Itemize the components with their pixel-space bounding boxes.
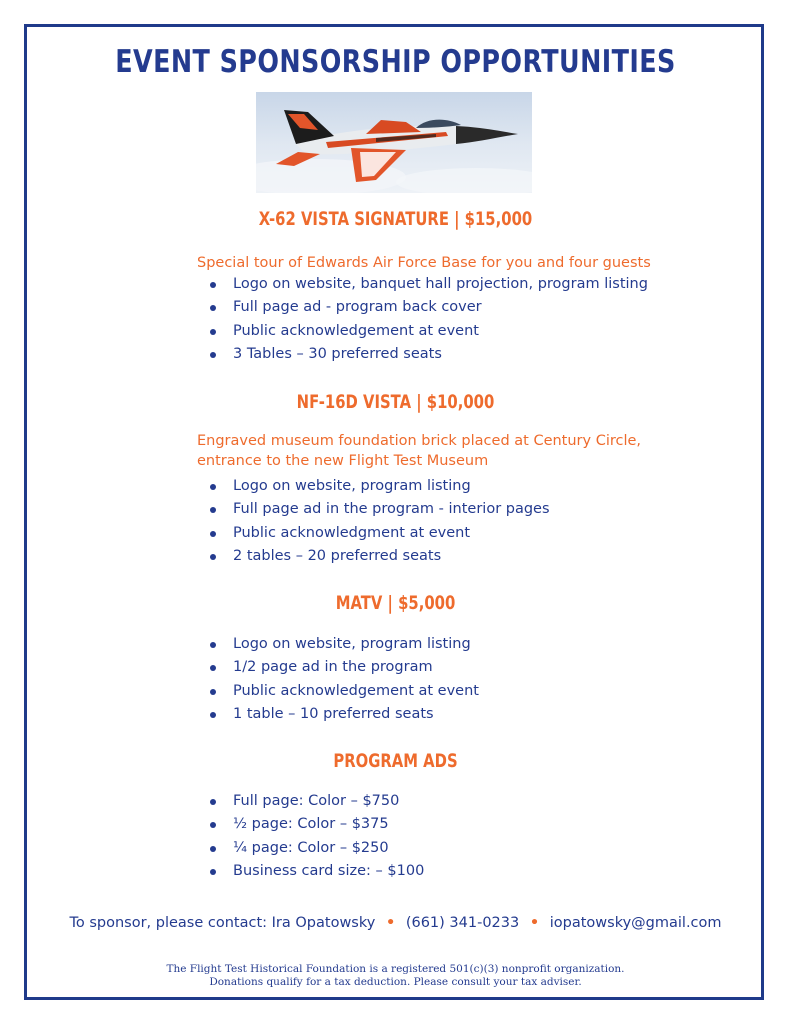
separator-dot: •	[385, 915, 396, 931]
bullet-icon	[210, 554, 216, 560]
contact-email-link[interactable]: iopatowsky@gmail.com	[549, 915, 722, 931]
bullet-icon	[210, 329, 216, 335]
bullet-icon	[210, 282, 216, 288]
bullet-icon	[210, 642, 216, 648]
list-item: Public acknowledgement at event	[205, 320, 648, 343]
jet-aircraft-photo	[256, 92, 532, 193]
list-item: Full page ad in the program - interior pages	[205, 498, 550, 521]
tier-heading-nf16d: NF-16D VISTA | $10,000	[296, 391, 495, 413]
tier-list-matv	[205, 633, 479, 726]
list-item: Logo on website, program listing	[205, 633, 479, 656]
list-item: 1 table – 10 preferred seats	[205, 703, 479, 726]
bullet-icon	[210, 822, 216, 828]
contact-text: To sponsor, please contact: Ira Opatowsky	[69, 915, 376, 931]
tier-heading-x62: X-62 VISTA SIGNATURE | $15,000	[258, 208, 533, 230]
bullet-icon	[210, 712, 216, 718]
tier-intro-x62: Special tour of Edwards Air Force Base for you and four guests	[197, 255, 651, 271]
bullet-icon	[210, 665, 216, 671]
program-ads-heading: PROGRAM ADS	[333, 750, 458, 772]
list-item: 3 Tables – 30 preferred seats	[205, 343, 648, 366]
tier-heading-matv: MATV | $5,000	[335, 592, 456, 614]
contact-line	[0, 915, 791, 931]
list-item: 2 tables – 20 preferred seats	[205, 545, 550, 568]
contact-phone[interactable]: (661) 341-0233	[405, 915, 520, 931]
program-ads-list	[205, 790, 424, 883]
list-item: Public acknowledgment at event	[205, 522, 550, 545]
separator-dot: •	[529, 915, 540, 931]
list-item: ½ page: Color – $375	[205, 813, 424, 836]
tier-intro-nf16d: Engraved museum foundation brick placed at Century Circle, entrance to the new Flight Test Museum	[197, 433, 642, 469]
list-item: Full page ad - program back cover	[205, 296, 648, 319]
list-item: 1/2 page ad in the program	[205, 656, 479, 679]
list-item: Business card size: – $100	[205, 860, 424, 883]
bullet-icon	[210, 507, 216, 513]
tier-list-nf16d	[205, 475, 550, 568]
page-title: EVENT SPONSORSHIP OPPORTUNITIES	[115, 44, 676, 80]
footnote-line-1: The Flight Test Historical Foundation is a registered 501(c)(3) nonprofit organization.	[166, 963, 625, 975]
jet-aircraft-icon	[256, 92, 532, 193]
list-item: Full page: Color – $750	[205, 790, 424, 813]
bullet-icon	[210, 531, 216, 537]
bullet-icon	[210, 689, 216, 695]
tier-list-x62	[205, 273, 648, 366]
footnote-line-2: Donations qualify for a tax deduction. Please consult your tax adviser.	[209, 976, 582, 988]
footnote	[0, 963, 791, 989]
bullet-icon	[210, 352, 216, 358]
bullet-icon	[210, 484, 216, 490]
bullet-icon	[210, 846, 216, 852]
bullet-icon	[210, 305, 216, 311]
list-item: Logo on website, program listing	[205, 475, 550, 498]
list-item: ¼ page: Color – $250	[205, 837, 424, 860]
list-item: Logo on website, banquet hall projection, program listing	[205, 273, 648, 296]
bullet-icon	[210, 869, 216, 875]
bullet-icon	[210, 799, 216, 805]
list-item: Public acknowledgement at event	[205, 680, 479, 703]
